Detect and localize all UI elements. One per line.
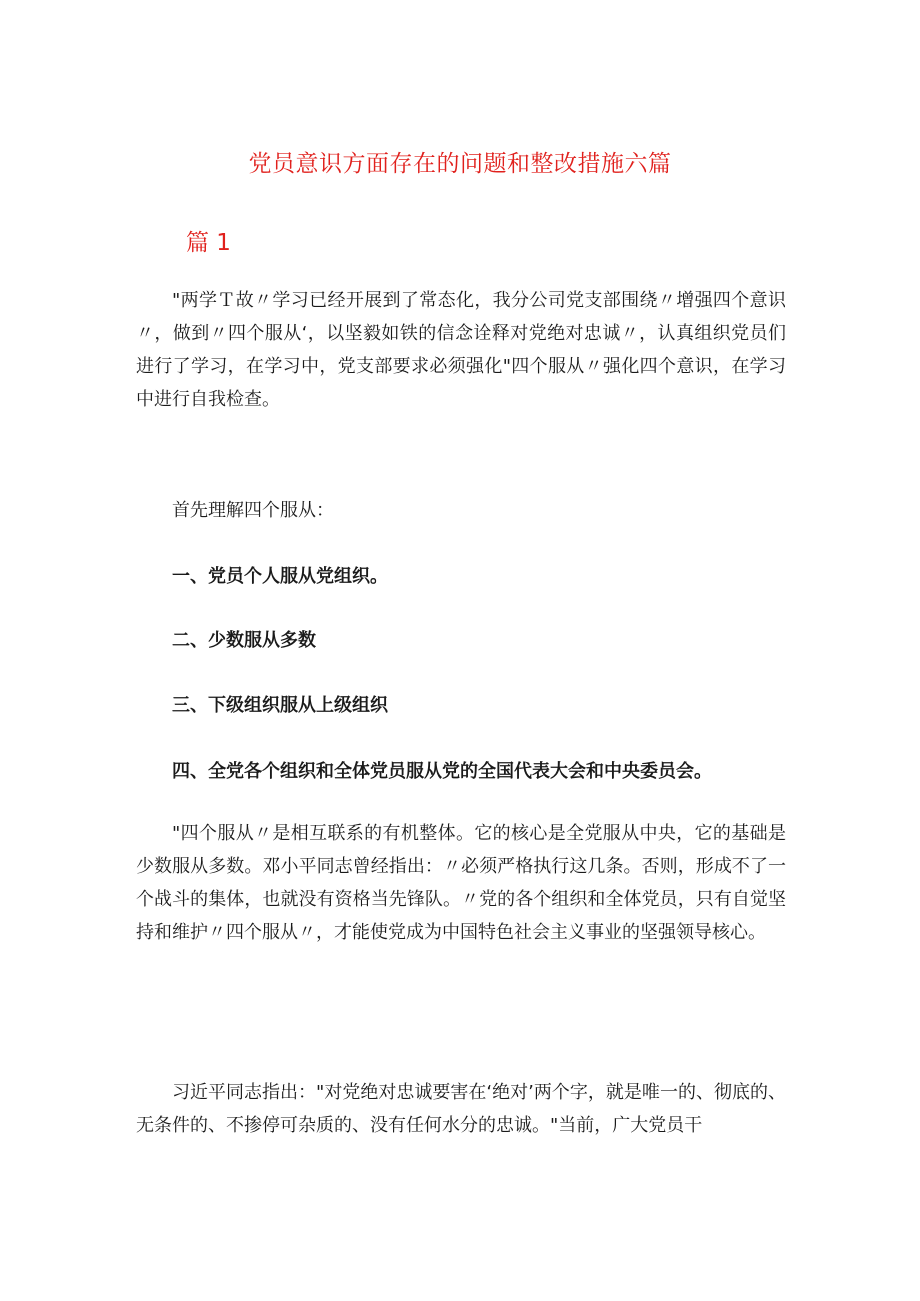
- list-item-1: 一、党员个人服从党组织。: [172, 566, 388, 587]
- paragraph-intro: "两学Ｔ故〃学习已经开展到了常态化，我分公司党支部围绕〃增强四个意识〃，做到〃四个服从‘，以坚毅如铁的信念诠释对党绝对忠诚〃，认真组织党员们进行了学习，在学习中，党支部要求必须强化"四个服从〃强化四个意识，在学习中进行自我检查。: [136, 290, 786, 410]
- section-heading: 篇 1: [186, 230, 231, 256]
- paragraph-lead: 首先理解四个服从：: [172, 500, 334, 521]
- document-title: 党员意识方面存在的问题和整改措施六篇: [248, 151, 672, 177]
- list-item-3: 三、下级组织服从上级组织: [172, 695, 388, 716]
- paragraph-loyalty: 习近平同志指出："对党绝对忠诚要害在‘绝对’两个字，就是唯一的、彻底的、无条件的、不掺停可杂质的、没有任何水分的忠诚。"当前，广大党员干: [136, 1082, 786, 1136]
- list-item-2: 二、少数服从多数: [172, 630, 316, 651]
- paragraph-four-obey: "四个服从〃是相互联系的有机整体。它的核心是全党服从中央，它的基础是少数服从多数。邓小平同志曾经指出：〃必须严格执行这几条。否则，形成不了一个战斗的集体，也就没有资格当先锋队。〃党的各个组织和全体党员，只有自觉坚持和维护〃四个服从〃，才能使党成为中国特色社会主义事业的坚强领导核心。: [136, 823, 786, 943]
- list-item-4: 四、全党各个组织和全体党员服从党的全国代表大会和中央委员会。: [172, 761, 712, 782]
